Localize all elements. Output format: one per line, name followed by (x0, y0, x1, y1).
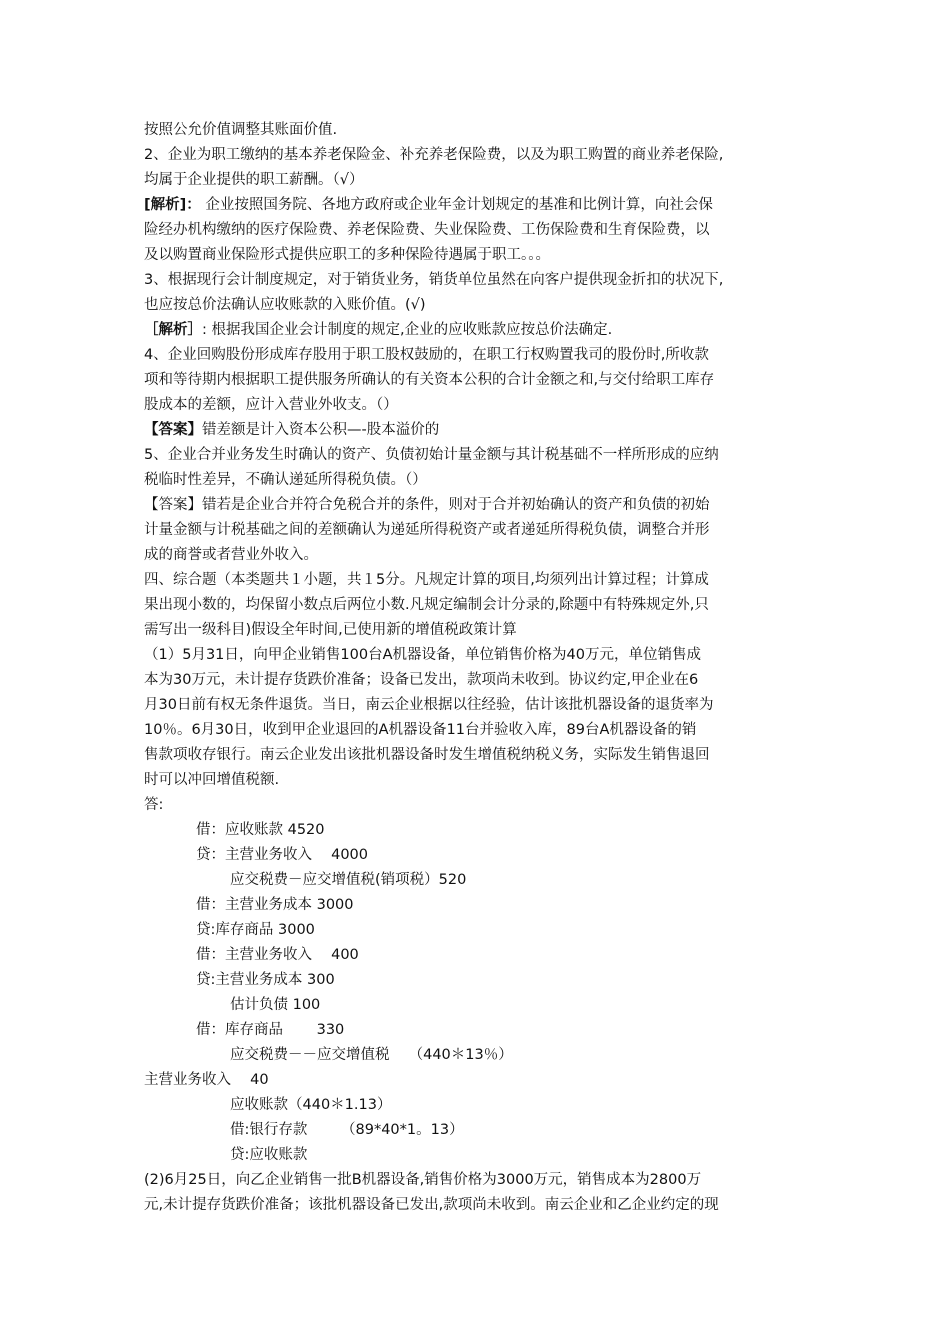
line-text: 税临时性差异，不确认递延所得税负债。（） (144, 472, 427, 488)
line-text: 【答案】 (144, 497, 202, 513)
line-text: 应交税费－应交增值税(销项税）520 (230, 872, 467, 888)
bold-label: ［解析］ (144, 322, 202, 338)
text-line (144, 618, 814, 643)
text-line (144, 1068, 814, 1093)
text-line (144, 193, 814, 218)
line-text: 贷:库存商品 3000 (196, 922, 315, 938)
line-text: 借：库存商品 330 (196, 1022, 345, 1038)
text-line (144, 868, 814, 893)
line-text: 成的商誉或者营业外收入。 (144, 547, 318, 563)
line-text: 2、企业为职工缴纳的基本养老保险金、补充养老保险费，以及为职工购置的商业养老保险, (144, 147, 724, 163)
line-text: 也应按总价法确认应收账款的入账价值。(√) (144, 297, 426, 313)
document-body (144, 118, 814, 1218)
text-line (144, 1093, 814, 1118)
line-text: 贷：主营业务收入 4000 (196, 847, 369, 863)
line-text: 月30日前有权无条件退货。当日，南云企业根据以往经验，估计该批机器设备的退货率为 (144, 697, 714, 713)
text-line (144, 743, 814, 768)
text-line (144, 593, 814, 618)
text-line (144, 368, 814, 393)
line-text: 估计负债 100 (230, 997, 321, 1013)
line-text: 均属于企业提供的职工薪酬。（√） (144, 172, 364, 188)
line-text: 本为30万元，未计提存货跌价准备；设备已发出，款项尚未收到。协议约定,甲企业在6 (144, 672, 699, 688)
line-text: 应交税费－－应交增值税 （440＊13％） (230, 1047, 513, 1063)
line-text: 售款项收存银行。南云企业发出该批机器设备时发生增值税纳税义务，实际发生销售退回 (144, 747, 710, 763)
text-line (144, 843, 814, 868)
line-text: 贷:应收账款 (230, 1147, 308, 1163)
text-line (144, 343, 814, 368)
text-line (144, 943, 814, 968)
line-text: 贷:主营业务成本 300 (196, 972, 335, 988)
text-line (144, 968, 814, 993)
line-text: 借：主营业务成本 3000 (196, 897, 354, 913)
line-text: 项和等待期内根据职工提供服务所确认的有关资本公积的合计金额之和,与交付给职工库存 (144, 372, 715, 388)
text-line (144, 118, 814, 143)
line-text: 险经办机构缴纳的医疗保险费、养老保险费、失业保险费、工伤保险费和生育保险费，以 (144, 222, 710, 238)
line-text: 需写出一级科目)假设全年时间,已使用新的增值税政策计算 (144, 622, 517, 638)
text-line (144, 468, 814, 493)
text-line (144, 493, 814, 518)
text-line (144, 768, 814, 793)
line-text: （1）5月31日，向甲企业销售100台A机器设备，单位销售价格为40万元，单位销售成 (144, 647, 701, 663)
line-text: 果出现小数的，均保留小数点后两位小数.凡规定编制会计分录的,除题中有特殊规定外,只 (144, 597, 709, 613)
line-text: 企业按照国务院、各地方政府或企业年金计划规定的基准和比例计算，向社会保 (200, 197, 713, 213)
bold-label: [解析]： (144, 197, 201, 213)
line-text: 错若是企业合并符合免税合并的条件，则对于合并初始确认的资产和负债的初始 (202, 497, 710, 513)
text-line (144, 818, 814, 843)
text-line (144, 293, 814, 318)
line-text: 及以购置商业保险形式提供应职工的多种保险待遇属于职工。。。 (144, 247, 550, 263)
text-line (144, 643, 814, 668)
line-text: (2)6月25日，向乙企业销售一批B机器设备,销售价格为3000万元，销售成本为2800万 (144, 1172, 702, 1188)
line-text: 计量金额与计税基础之间的差额确认为递延所得税资产或者递延所得税负债，调整合并形 (144, 522, 710, 538)
text-line (144, 1168, 814, 1193)
text-line (144, 243, 814, 268)
line-text: 股成本的差额，应计入营业外收支。（） (144, 397, 398, 413)
text-line (144, 718, 814, 743)
text-line (144, 568, 814, 593)
text-line (144, 1118, 814, 1143)
text-line (144, 793, 814, 818)
line-text: 答: (144, 797, 164, 813)
line-text: 借：主营业务收入 400 (196, 947, 359, 963)
text-line (144, 418, 814, 443)
text-line (144, 268, 814, 293)
text-line (144, 518, 814, 543)
bold-label: 【答案】 (144, 422, 202, 438)
text-line (144, 668, 814, 693)
text-line (144, 443, 814, 468)
line-text: 时可以冲回增值税额. (144, 772, 280, 788)
line-text: 四、综合题（本类题共１小题，共１5分。凡规定计算的项目,均须列出计算过程；计算成 (144, 572, 709, 588)
text-line (144, 168, 814, 193)
text-line (144, 993, 814, 1018)
line-text: 借:银行存款 （89*40*1。13） (230, 1122, 464, 1138)
line-text: : 根据我国企业会计制度的规定,企业的应收账款应按总价法确定. (202, 322, 613, 338)
text-line (144, 693, 814, 718)
line-text: 4、企业回购股份形成库存股用于职工股权鼓励的，在职工行权购置我司的股份时,所收款 (144, 347, 709, 363)
text-line (144, 393, 814, 418)
text-line (144, 218, 814, 243)
text-line (144, 1043, 814, 1068)
text-line (144, 143, 814, 168)
text-line (144, 1143, 814, 1168)
line-text: 3、根据现行会计制度规定，对于销货业务，销货单位虽然在向客户提供现金折扣的状况下, (144, 272, 724, 288)
text-line (144, 893, 814, 918)
line-text: 按照公允价值调整其账面价值. (144, 122, 338, 138)
line-text: 主营业务收入 40 (144, 1072, 269, 1088)
text-line (144, 918, 814, 943)
line-text: 借：应收账款 4520 (196, 822, 325, 838)
line-text: 应收账款（440＊1.13） (230, 1097, 392, 1113)
line-text: 5、企业合并业务发生时确认的资产、负债初始计量金额与其计税基础不一样所形成的应纳 (144, 447, 719, 463)
line-text: 元,未计提存货跌价准备；该批机器设备已发出,款项尚未收到。南云企业和乙企业约定的现 (144, 1197, 719, 1213)
text-line (144, 1018, 814, 1043)
text-line (144, 1193, 814, 1218)
line-text: 错差额是计入资本公积—-股本溢价的 (202, 422, 440, 438)
text-line (144, 543, 814, 568)
line-text: 10％。6月30日，收到甲企业退回的A机器设备11台并验收入库，89台A机器设备的销 (144, 722, 697, 738)
text-line (144, 318, 814, 343)
